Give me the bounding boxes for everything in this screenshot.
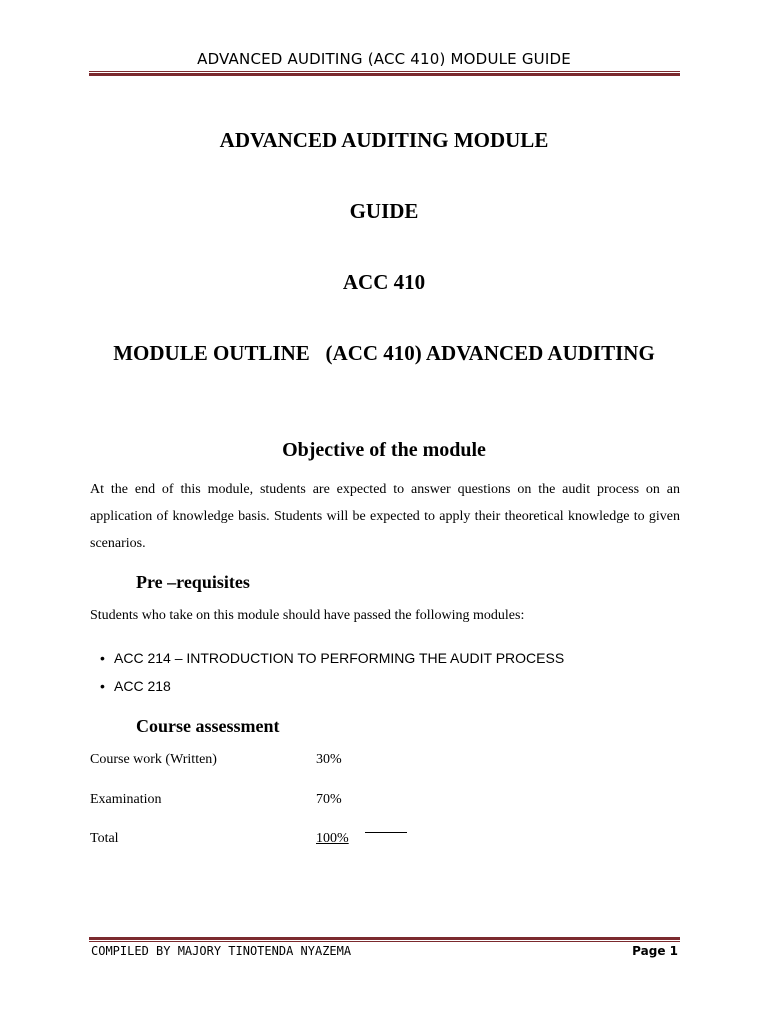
course-code: ACC 410 <box>342 270 426 294</box>
assessment-label: Course work (Written) <box>90 752 217 767</box>
page-number: Page 1 <box>632 944 678 958</box>
assessment-total-value: 100% <box>316 831 349 846</box>
header-rule-thin <box>89 71 680 72</box>
footer-rule-thin <box>89 941 680 942</box>
assessment-label: Total <box>90 831 119 846</box>
prerequisite-list <box>100 648 564 704</box>
header-rule-thick <box>89 73 680 76</box>
document-title: ADVANCED AUDITING MODULE <box>219 128 549 152</box>
prerequisites-intro: Students who take on this module should have passed the following modules: <box>90 608 525 623</box>
prerequisites-heading: Pre –requisites <box>136 572 250 592</box>
assessment-label: Examination <box>90 792 162 807</box>
assessment-value: 70% <box>316 792 342 807</box>
total-underline <box>365 832 407 833</box>
module-outline-title: MODULE OUTLINE (ACC 410) ADVANCED AUDITING <box>113 341 655 365</box>
objective-heading: Objective of the module <box>282 439 486 461</box>
assessment-heading: Course assessment <box>136 716 280 736</box>
assessment-value: 30% <box>316 752 342 767</box>
list-item-text: ACC 218 <box>114 678 171 694</box>
bullet-icon: • <box>100 650 105 666</box>
list-item <box>100 676 564 704</box>
list-item-text: ACC 214 – INTRODUCTION TO PERFORMING THE AUDIT PROCESS <box>114 650 565 666</box>
objective-paragraph: At the end of this module, students are expected to answer questions on the audit process on an application of knowledge basis. Students will be expected to apply their theoretical knowledge to given scenarios. <box>90 482 680 551</box>
footer-rule-thick <box>89 937 680 940</box>
list-item <box>100 648 564 676</box>
bullet-icon: • <box>100 678 105 694</box>
running-header: ADVANCED AUDITING (ACC 410) MODULE GUIDE <box>197 50 571 68</box>
document-subtitle: GUIDE <box>349 199 419 223</box>
footer-compiled-by: COMPILED BY MAJORY TINOTENDA NYAZEMA <box>91 944 352 958</box>
